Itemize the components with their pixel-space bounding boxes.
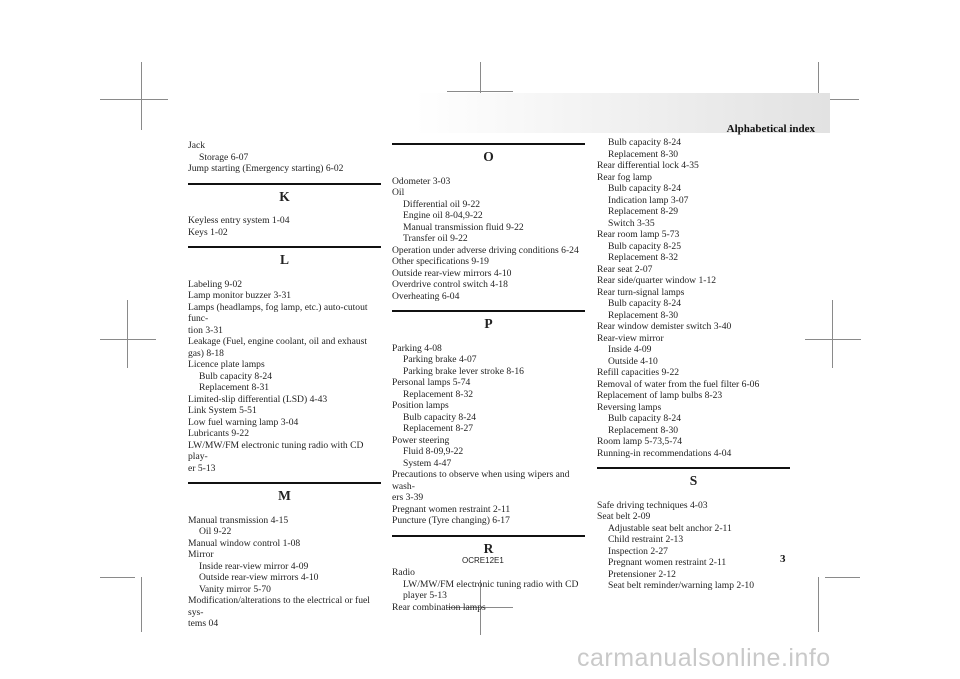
index-subentry: Bulb capacity 8-24 <box>608 137 681 148</box>
index-entry: Overheating 6-04 <box>392 290 460 302</box>
index-entry: Limited-slip differential (LSD) 4-43 <box>188 393 328 405</box>
index-entry: Keys 1-02 <box>188 226 228 238</box>
index-entry: Puncture (Tyre changing) 6-17 <box>392 515 510 526</box>
crop-mark <box>447 91 513 92</box>
index-entry: Position lamps <box>392 400 449 411</box>
section-letter-heading: K <box>188 183 381 208</box>
index-subentry: Inside 4-09 <box>608 344 652 355</box>
crop-mark <box>100 99 168 100</box>
index-subentry: Differential oil 9-22 <box>403 198 481 210</box>
index-entry: Running-in recommendations 4-04 <box>597 447 732 459</box>
index-subentry: Replacement 8-32 <box>403 388 474 400</box>
index-entry: Licence plate lamps <box>188 359 265 370</box>
index-entry: Rear side/quarter window 1-12 <box>597 275 717 286</box>
index-entry: Parking 4-08 <box>392 342 442 354</box>
watermark: carmanualsonline.info <box>577 644 831 672</box>
index-subentry: Replacement 8-31 <box>199 382 270 393</box>
index-entry: Overdrive control switch 4-18 <box>392 279 508 290</box>
index-subentry: Indication lamp 3-07 <box>608 194 689 206</box>
index-entry: Lubricants 9-22 <box>188 428 250 439</box>
index-entry: er 5-13 <box>188 462 216 474</box>
index-subentry: Outside rear-view mirrors 4-10 <box>199 572 319 583</box>
index-subentry: Transfer oil 9-22 <box>403 233 468 244</box>
index-column-1 <box>188 140 381 630</box>
index-entry: tems 04 <box>188 618 219 629</box>
crop-mark <box>127 300 128 368</box>
index-entry: Reversing lamps <box>597 401 662 413</box>
index-subentry: Storage 6-07 <box>199 151 249 163</box>
index-column-2 <box>392 140 585 613</box>
index-entry: Labeling 9-02 <box>188 278 243 290</box>
index-subentry: Engine oil 8-04,9-22 <box>403 210 483 221</box>
index-entry: Lamps (headlamps, fog lamp, etc.) auto-cutout func- <box>188 301 368 324</box>
index-entry: Low fuel warning lamp 3-04 <box>188 416 299 428</box>
index-subentry: Replacement 8-27 <box>403 423 474 434</box>
index-entry: Personal lamps 5-74 <box>392 377 471 388</box>
index-entry: Mirror <box>188 549 214 560</box>
crop-mark <box>141 577 142 632</box>
crop-mark <box>141 62 142 130</box>
index-subentry: Bulb capacity 8-24 <box>608 183 681 194</box>
crop-mark <box>805 339 861 340</box>
index-entry: Rear differential lock 4-35 <box>597 160 699 171</box>
index-subentry: Inspection 2-27 <box>608 545 668 557</box>
index-entry: Precautions to observe when using wipers and wash- <box>392 469 570 492</box>
index-entry: Jump starting (Emergency starting) 6-02 <box>188 163 344 174</box>
crop-mark <box>100 577 135 578</box>
index-entry: Room lamp 5-73,5-74 <box>597 436 683 447</box>
index-entry: Leakage (Fuel, engine coolant, oil and exhaust <box>188 336 368 347</box>
index-entry: Rear fog lamp <box>597 171 652 183</box>
index-entry: Seat belt 2-09 <box>597 511 651 522</box>
index-entry: Manual window control 1-08 <box>188 537 301 549</box>
index-subentry: Parking brake 4-07 <box>403 354 477 365</box>
index-entry: Radio <box>392 567 415 578</box>
index-entry: LW/MW/FM electronic tuning radio with CD play- <box>188 439 364 462</box>
index-entry: Jack <box>188 140 206 151</box>
index-subentry: Replacement 8-30 <box>608 148 679 160</box>
index-entry: Rear seat 2-07 <box>597 263 653 275</box>
section-letter-heading: O <box>392 143 585 168</box>
section-letter-heading: S <box>597 467 790 492</box>
index-entry: Pregnant women restraint 2-11 <box>392 503 511 515</box>
section-letter-heading: P <box>392 310 585 335</box>
index-subentry: LW/MW/FM electronic tuning radio with CD <box>403 578 579 590</box>
crop-mark <box>825 577 860 578</box>
index-subentry: Bulb capacity 8-25 <box>608 240 681 252</box>
index-subentry: Manual transmission fluid 9-22 <box>403 221 524 233</box>
index-entry: Lamp monitor buzzer 3-31 <box>188 290 292 301</box>
index-entry: Rear-view mirror <box>597 332 664 344</box>
page-number: 3 <box>780 553 786 565</box>
index-entry: Rear window demister switch 3-40 <box>597 321 732 332</box>
index-subentry: Child restraint 2-13 <box>608 534 684 545</box>
index-entry: Other specifications 9-19 <box>392 256 489 267</box>
index-subentry: player 5-13 <box>403 590 447 601</box>
index-subentry: System 4-47 <box>403 457 452 469</box>
index-subentry: Adjustable seat belt anchor 2-11 <box>608 522 732 534</box>
index-entry: Refill capacities 9-22 <box>597 367 680 378</box>
document-code: OCRE12E1 <box>462 556 504 565</box>
index-subentry: Switch 3-35 <box>608 217 655 229</box>
index-entry: tion 3-31 <box>188 324 223 336</box>
index-entry: Keyless entry system 1-04 <box>188 215 290 226</box>
index-subentry: Pregnant women restraint 2-11 <box>608 557 727 568</box>
index-subentry: Replacement 8-29 <box>608 206 679 217</box>
index-subentry: Replacement 8-30 <box>608 424 679 436</box>
crop-mark <box>832 300 833 368</box>
index-subentry: Inside rear-view mirror 4-09 <box>199 560 309 572</box>
index-subentry: Oil 9-22 <box>199 526 232 537</box>
index-subentry: Vanity mirror 5-70 <box>199 583 271 595</box>
index-subentry: Replacement 8-30 <box>608 309 679 321</box>
index-entry: ers 3-39 <box>392 492 424 503</box>
index-subentry: Bulb capacity 8-24 <box>199 370 272 382</box>
index-subentry: Bulb capacity 8-24 <box>403 411 476 423</box>
section-letter-heading: R <box>392 535 585 560</box>
index-subentry: Outside 4-10 <box>608 355 658 367</box>
index-subentry: Seat belt reminder/warning lamp 2-10 <box>608 580 754 591</box>
index-subentry: Parking brake lever stroke 8-16 <box>403 365 524 377</box>
index-entry: Oil <box>392 187 405 198</box>
index-entry: Safe driving techniques 4-03 <box>597 499 708 511</box>
index-entry: Rear combination lamps <box>392 601 486 613</box>
index-entry: Power steering <box>392 434 450 446</box>
index-entry: Manual transmission 4-15 <box>188 514 289 526</box>
index-subentry: Fluid 8-09,9-22 <box>403 446 464 457</box>
index-entry: Link System 5-51 <box>188 405 257 416</box>
index-subentry: Pretensioner 2-12 <box>608 568 676 580</box>
index-entry: Operation under adverse driving conditions 6-24 <box>392 244 579 256</box>
index-entry: Odometer 3-03 <box>392 175 451 187</box>
index-entry: Removal of water from the fuel filter 6-06 <box>597 378 760 390</box>
index-subentry: Bulb capacity 8-24 <box>608 413 681 424</box>
index-column-3 <box>597 137 790 592</box>
index-subentry: Bulb capacity 8-24 <box>608 298 681 309</box>
index-entry: Rear room lamp 5-73 <box>597 229 680 240</box>
index-entry: Replacement of lamp bulbs 8-23 <box>597 390 723 401</box>
index-entry: Outside rear-view mirrors 4-10 <box>392 267 512 279</box>
index-subentry: Replacement 8-32 <box>608 252 679 263</box>
section-letter-heading: L <box>188 246 381 271</box>
crop-mark <box>100 339 156 340</box>
index-entry: Modification/alterations to the electrical or fuel sys- <box>188 595 370 618</box>
index-entry: Rear turn-signal lamps <box>597 286 685 298</box>
index-entry: gas) 8-18 <box>188 347 224 359</box>
section-letter-heading: M <box>188 482 381 507</box>
crop-mark <box>818 577 819 632</box>
page-title: Alphabetical index <box>726 123 815 135</box>
